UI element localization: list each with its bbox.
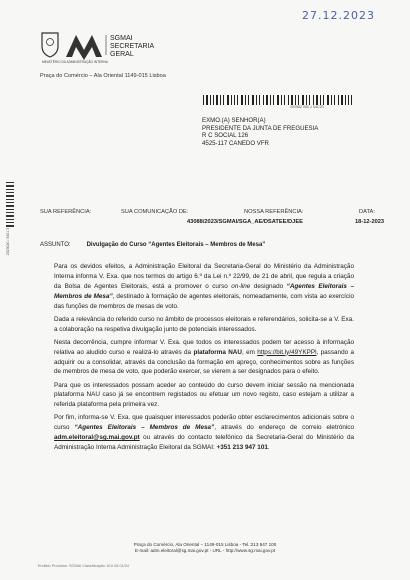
footer	[0, 542, 410, 554]
barcode-number: 202582 060 1 04C20	[290, 105, 324, 109]
handwritten-date: 27.12.2023	[302, 9, 375, 22]
course-link[interactable]: https://bit.ly/49YKPPl	[257, 348, 317, 356]
header-address: Praça do Comércio – Ala Oriental 1149-015 Lisboa	[40, 73, 166, 79]
paragraph-2: Dada a relevância do referido curso no âmbito de processos eleitorais e referendários, solicita-se a V. Exa. a colaboração na respetiva divulgação junto de potenciais interessados.	[54, 315, 354, 333]
data-label: DATA:	[359, 209, 375, 215]
recipient-address	[202, 117, 318, 147]
recipient-line3: R C SOCIAL 126	[202, 132, 249, 140]
assunto-value: Divulgação do Curso “Agentes Eleitorais – Membros de Mesa”	[86, 242, 266, 248]
phone-number: +351 213 947 101	[216, 444, 268, 452]
assunto-label: ASSUNTO:	[40, 242, 71, 248]
sua-comunicacao-label: SUA COMUNICAÇÃO DE:	[121, 209, 189, 215]
recipient-line4: 4525-117 CANEDO VFR	[202, 139, 269, 147]
sgmai-mark-icon	[66, 35, 102, 60]
data-value: 18-12-2023	[355, 219, 385, 225]
logo-line2: SECRETARIA	[110, 43, 155, 50]
nossa-referencia-label: NOSSA REFERÊNCIA:	[244, 209, 304, 215]
coat-of-arms-icon	[42, 33, 58, 57]
footer-classification: Emitido Produtos: SGMAI Classificação: 510.05.01/04	[38, 564, 129, 568]
recipient-line1: EXMO.(A) SENHOR(A)	[202, 117, 266, 124]
logo-subtitle: MINISTÉRIO DA ADMINISTRAÇÃO INTERNA	[42, 60, 108, 64]
letter-body	[54, 262, 354, 456]
sua-referencia-label: SUA REFERÊNCIA:	[40, 209, 92, 215]
barcode-icon	[203, 95, 353, 105]
paragraph-4: Para que os interessados possam aceder ao conteúdo do curso devem iniciar sessão na mencionada plataforma NAU caso já se encontrem registados ou efetuar um novo registo, caso estejam a utilizar a referida plataforma pela primeira vez.	[54, 381, 354, 409]
footer-line1: Praça do Comércio, Ala Oriental – 1149-015 Lisboa - Tel.:213 947 100	[133, 542, 277, 547]
nossa-referencia-value: 43088/2023/SGMAI/SGA_AE/DSATEE/DJEE	[187, 219, 303, 225]
email-link[interactable]: adm.eleitoral@sg.mai.gov.pt	[54, 434, 140, 442]
assunto	[40, 242, 265, 248]
logo-line3: GERAL	[110, 51, 134, 58]
side-code: 2023020 / 3401 3	[6, 228, 10, 256]
sgmai-logo	[40, 30, 190, 65]
footer-line2: E-mail: adm.eleitoral@sg.mai.gov.pt - URL - http://www.sg.mai.gov.pt	[134, 548, 276, 554]
logo-line1: SGMAI	[110, 35, 133, 42]
paragraph-1: Para os devidos efeitos, a Administração Eleitoral da Secretaria-Geral do Ministério da Administração Interna informa V. Exa. que nos termos do artigo 6.º da Lei n.º 22/99, de 21 de abril, que regula a criação da Bolsa de Agentes Eleitorais, está a promover o curso on-line designado “Agentes Eleitorais – Membros de Mesa”, destinado à formação de agentes eleitorais, nomeadamente, com vista ao exercício das funções de membros de mesas de voto.	[54, 263, 355, 310]
paragraph-3: Nesta decorrência, cumpre informar V. Exa. que todos os interessados podem ter acesso à informação relativa ao aludido curso e realizá-lo através da plataforma NAU, em https://bit.ly/49YKPPl, passando a adquirir ou a consolidar, através da conclusão da formação em apreço, conhecimentos sobre as funções de membros de mesa de voto, que poderão exercer, se vierem a ser designados para o efeito.	[54, 338, 355, 376]
paragraph-5: Por fim, informa-se V. Exa. que quaisquer interessados poderão obter esclarecimentos adicionais sobre o curso “Agentes Eleitorais – Membros de Mesa”, através do endereço de correio eletrónico adm.eleitoral@sg.mai.gov.pt ou através do contacto telefónico da Secretaria-Geral do Ministério da Administração Interna Administração Eleitoral da SGMAI: +351 213 947 101.	[54, 414, 355, 452]
recipient-line2: PRESIDENTE DA JUNTA DE FREGUESIA	[202, 124, 319, 132]
side-barcode-icon	[6, 182, 14, 227]
